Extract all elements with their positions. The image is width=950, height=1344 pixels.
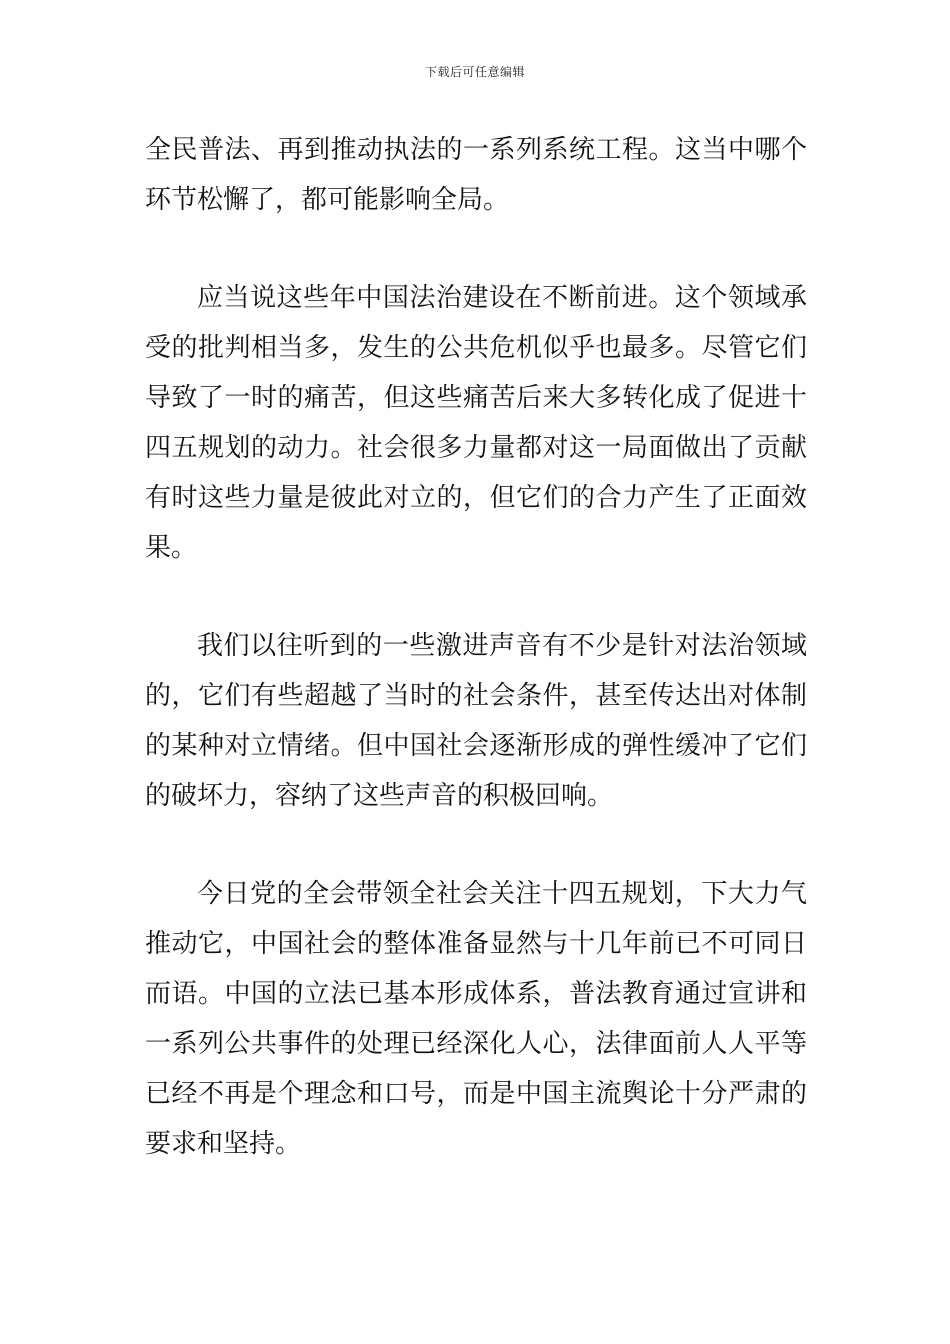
paragraph-3: 我们以往听到的一些激进声音有不少是针对法治领域的，它们有些超越了当时的社会条件，甚至传达出对体制的某种对立情绪。但中国社会逐渐形成的弹性缓冲了它们的破坏力，容纳了这些声音的积极回响。 [145,631,807,811]
page-header-note: 下载后可任意编辑 [424,65,525,79]
paragraph-4: 今日党的全会带领全社会关注十四五规划，下大力气推动它，中国社会的整体准备显然与十几年前已不可同日而语。中国的立法已基本形成体系，普法教育通过宣讲和一系列公共事件的处理已经深化人心，法律面前人人平等已经不再是个理念和口号，而是中国主流舆论十分严肃的要求和坚持。 [145,879,807,1159]
paragraph-2: 应当说这些年中国法治建设在不断前进。这个领域承受的批判相当多，发生的公共危机似乎也最多。尽管它们导致了一时的痛苦，但这些痛苦后来大多转化成了促进十四五规划的动力。社会很多力量都对这一局面做出了贡献有时这些力量是彼此对立的，但它们的合力产生了正面效果。 [145,283,807,563]
document-body [145,125,807,1169]
paragraph-1: 全民普法、再到推动执法的一系列系统工程。这当中哪个环节松懈了，都可能影响全局。 [145,135,807,215]
